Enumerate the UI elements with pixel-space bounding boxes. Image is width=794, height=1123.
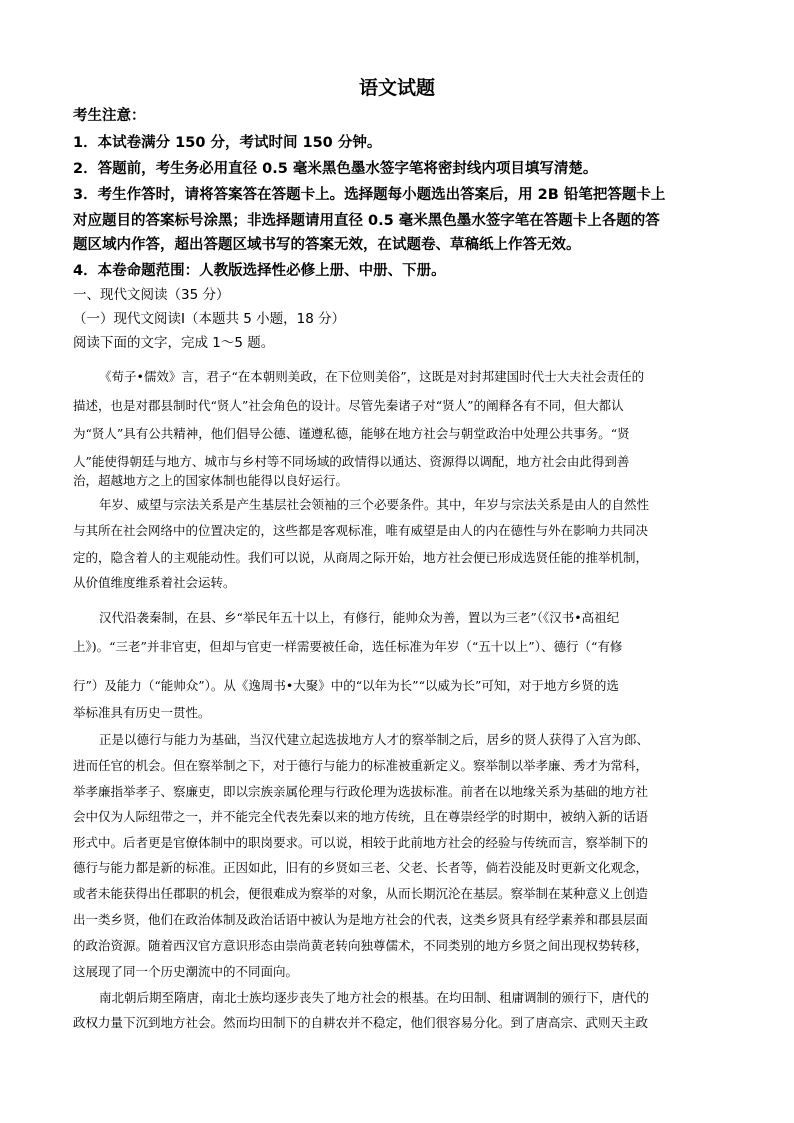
passage-line: 的政治资源。随着西汉官方意识形态由崇尚黄老转向独尊儒术，不同类别的地方乡贤之间出现权势转移， [73,938,649,953]
passage-line: 南北朝后期至隋唐，南北士族均逐步丧失了地方社会的根基。在均田制、租庸调制的颁行下，唐代的 [99,990,650,1005]
passage-line: 正是以德行与能力为基础，当汉代建立起选拔地方人才的察举制之后，居乡的贤人获得了入宫为郎、 [99,732,650,747]
notice-item-3-cont-2: 题区域内作答，超出答题区域书写的答案无效，在试题卷、草稿纸上作答无效。 [73,237,581,253]
passage-line: 描述，也是对郡县制时代“贤人”社会角色的设计。尽管先秦诸子对“贤人”的阐释各有不同，但大都认 [73,398,624,413]
passage-line: 举孝廉指举孝子、察廉吏，即以宗族亲属伦理与行政伦理为选拔标准。前者在以地缘关系为基础的地方社 [73,784,649,799]
exam-title: 语文试题 [358,77,435,99]
passage-line: 这展现了同一个历史潮流中的不同面向。 [73,964,299,979]
section-subheading: （一）现代文阅读Ⅰ（本题共 5 小题，18 分） [73,311,346,327]
passage-line: 年岁、威望与宗法关系是产生基层社会领袖的三个必要条件。其中，年岁与宗法关系是由人的自然性 [99,497,650,512]
passage-line: 人”能使得朝廷与地方、城市与乡村等不同场域的政情得以通达、资源得以调配，地方社会由此得到善 [73,454,630,469]
passage-line: 《荀子•儒效》言，君子“在本朝则美政，在下位则美俗”，这既是对封邦建国时代士大夫社会责任的 [99,369,645,384]
passage-line: 为“贤人”具有公共精神，他们倡导公德、谨遵私德，能够在地方社会与朝堂政治中处理公共事务。“贤 [73,426,630,441]
passage-line: 形式中。后者更是官僚体制中的职岗要求。可以说，相较于此前地方社会的经验与传统而言，察举制下的 [73,835,649,850]
passage-line: 出一类乡贤，他们在政治体制及政治话语中被认为是地方社会的代表，这类乡贤具有经学素养和郡县层面 [73,912,649,927]
passage-line: 汉代沿袭秦制，在县、乡“举民年五十以上，有修行，能帅众为善，置以为三老”（《汉书•高祖纪 [99,610,620,625]
passage-line: 与其所在社会网络中的位置决定的，这些都是客观标准，唯有威望是由人的内在德性与外在影响力共同决 [73,523,649,538]
notice-item-4: 4．本卷命题范围：人教版选择性必修上册、中册、下册。 [73,263,446,279]
passage-line: 政权力量下沉到地方社会。然而均田制下的自耕农并不稳定，他们很容易分化。到了唐高宗、武则天主政 [73,1015,649,1030]
notice-item-3: 3．考生作答时，请将答案答在答题卡上。选择题每小题选出答案后，用 2B 铅笔把答题卡上 [73,187,666,203]
reading-instruction: 阅读下面的文字，完成 1～5 题。 [73,335,275,351]
passage-line: 举标准具有历史一贯性。 [73,705,211,720]
passage-line: 从价值维度维系着社会运转。 [73,575,236,590]
passage-line: 治，超越地方之上的国家体制也能得以良好运行。 [73,473,349,488]
passage-line: 或者未能获得出任郡职的机会，便很难成为察举的对象，从而长期沉沦在基层。察举制在某种意义上创造 [73,886,649,901]
passage-line: 行”）及能力（“能帅众”）。从《逸周书•大聚》中的“以年为长”“以威为长”可知，对于地方乡贤的选 [73,678,619,693]
passage-line: 德行与能力都是新的标准。正因如此，旧有的乡贤如三老、父老、长者等，倘若没能及时更新文化观念， [73,860,649,875]
passage-line: 定的，隐含着人的主观能动性。我们可以说，从商周之际开始，地方社会便已形成选贤任能的推举机制， [73,550,649,565]
passage-line: 上》)。“三老”并非官吏，但却与官吏一样需要被任命，选任标准为年岁（“五十以上”）、德行（“有修 [73,639,623,654]
section-heading: 一、现代文阅读（35 分） [73,287,230,303]
notice-item-2: 2．答题前，考生务必用直径 0.5 毫米黑色墨水签字笔将密封线内项目填写清楚。 [73,161,598,177]
notice-item-3-cont-1: 对应题目的答案标号涂黑；非选择题请用直径 0.5 毫米黑色墨水签字笔在答题卡上各题的答 [73,213,660,229]
notice-heading: 考生注意： [73,108,146,124]
notice-item-1: 1．本试卷满分 150 分，考试时间 150 分钟。 [73,135,382,151]
passage-line: 会中仅为人际纽带之一，并不能完全代表先秦以来的地方传统，且在尊崇经学的时期中，被纳入新的话语 [73,809,649,824]
passage-line: 进而任官的机会。但在察举制之下，对于德行与能力的标准被重新定义。察举制以举孝廉、秀才为常科， [73,758,649,773]
